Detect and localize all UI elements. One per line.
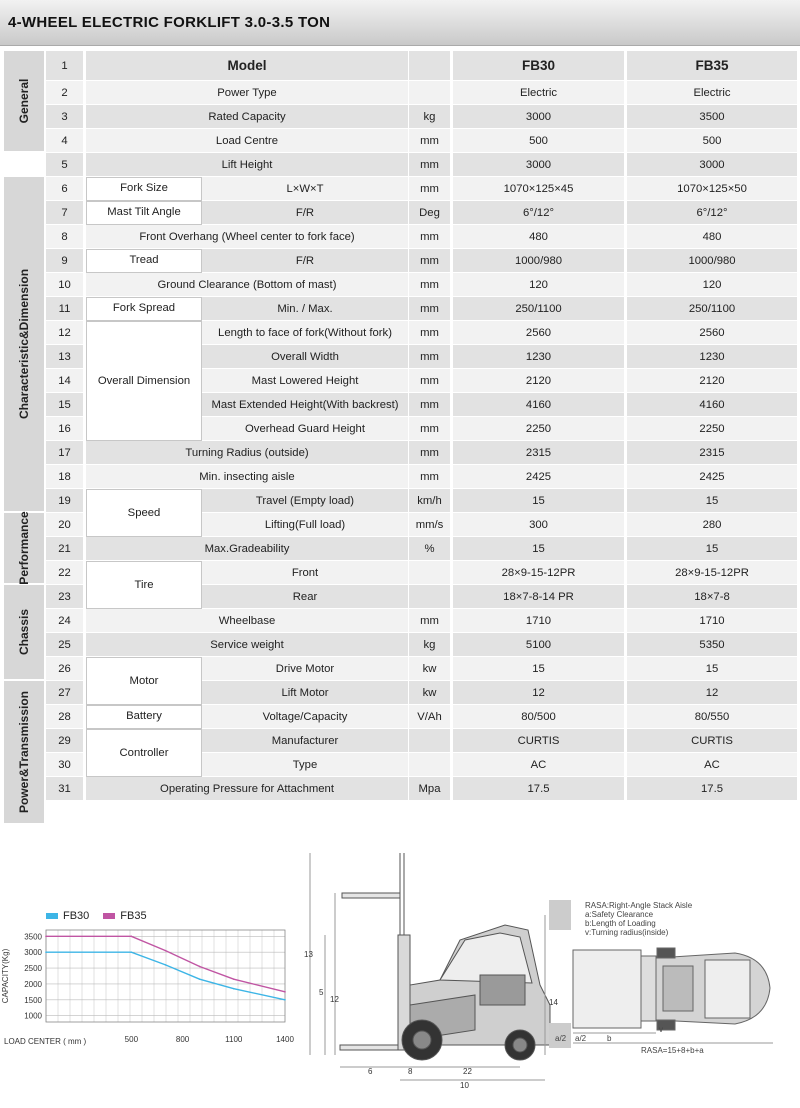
row-num: 3 [46, 105, 84, 129]
group-label: Speed [86, 489, 202, 537]
y-tick-label: 3500 [24, 932, 42, 942]
row-num: 24 [46, 609, 84, 633]
row-num: 20 [46, 513, 84, 537]
group-label: Battery [86, 705, 202, 729]
row-unit [409, 81, 451, 105]
section-label-text: Performance [17, 511, 31, 585]
forklift-side-view-drawing [300, 845, 562, 1090]
row-value-fb35: 17.5 [627, 777, 798, 801]
row-label: Length to face of fork(Without fork) [202, 321, 409, 345]
row-value-fb35: 15 [627, 489, 798, 513]
row-unit [409, 753, 451, 777]
data-point-fb35 [284, 991, 286, 993]
dim-8: 8 [408, 1067, 413, 1076]
x-tick-label: 500 [124, 1035, 139, 1044]
row-unit: mm/s [409, 513, 451, 537]
dim-5: 5 [319, 988, 324, 997]
row-label: Mast Extended Height(With backrest) [202, 393, 409, 417]
row-value-fb30: 250/1100 [453, 297, 625, 321]
y-tick-label: 2500 [24, 964, 42, 974]
row-label: Load Centre [86, 129, 409, 153]
row-value-fb30: 12 [453, 681, 625, 705]
row-value-fb35: 120 [627, 273, 798, 297]
row-num: 8 [46, 225, 84, 249]
row-unit: kw [409, 681, 451, 705]
row-unit: mm [409, 417, 451, 441]
row-label: Power Type [86, 81, 409, 105]
row-value-fb30: 1230 [453, 345, 625, 369]
row-value-fb35: 1000/980 [627, 249, 798, 273]
row-value-fb30: 480 [453, 225, 625, 249]
row-value-fb30: Electric [453, 81, 625, 105]
row-value-fb35: 500 [627, 129, 798, 153]
row-value-fb35: 2120 [627, 369, 798, 393]
row-label: Service weight [86, 633, 409, 657]
row-value-fb35: CURTIS [627, 729, 798, 753]
row-value-fb35: 12 [627, 681, 798, 705]
rasa-label-b: b [607, 1034, 612, 1043]
group-label: Tread [86, 249, 202, 273]
data-point-fb30 [233, 988, 235, 990]
group-label: Overall Dimension [86, 321, 202, 441]
row-unit: kw [409, 657, 451, 681]
row-num: 13 [46, 345, 84, 369]
x-tick-label: 1100 [225, 1035, 243, 1044]
row-value-fb30: 15 [453, 657, 625, 681]
row-label: Voltage/Capacity [202, 705, 409, 729]
dim-10: 10 [460, 1081, 469, 1090]
row-value-fb35: 18×7-8 [627, 585, 798, 609]
legend-swatch-fb35 [103, 913, 115, 919]
rasa-label-a-right: a/2 [555, 1034, 567, 1043]
rasa-line-1: RASA:Right-Angle Stack Aisle [585, 901, 693, 910]
row-value-fb35: 6°/12° [627, 201, 798, 225]
row-value-fb30: 1070×125×45 [453, 177, 625, 201]
row-value-fb30: 17.5 [453, 777, 625, 801]
row-label: Overhead Guard Height [202, 417, 409, 441]
row-value-fb35: Electric [627, 81, 798, 105]
row-num: 16 [46, 417, 84, 441]
row-num: 5 [46, 153, 84, 177]
row-unit: Deg [409, 201, 451, 225]
dim-6: 6 [368, 1067, 373, 1076]
row-value-fb35: 250/1100 [627, 297, 798, 321]
section-label [4, 513, 44, 585]
row-value-fb30: 2425 [453, 465, 625, 489]
row-label: L×W×T [202, 177, 409, 201]
row-value-fb30: 2560 [453, 321, 625, 345]
data-point-fb30 [284, 999, 286, 1001]
row-value-fb30: 28×9-15-12PR [453, 561, 625, 585]
group-label: Fork Size [86, 177, 202, 201]
rasa-line-4: v:Turning radius(inside) [585, 928, 669, 937]
row-unit: mm [409, 369, 451, 393]
row-value-fb30: 80/500 [453, 705, 625, 729]
header-unit [409, 51, 451, 81]
row-value-fb30: 120 [453, 273, 625, 297]
row-value-fb30: 300 [453, 513, 625, 537]
row-num: 31 [46, 777, 84, 801]
row-num: 9 [46, 249, 84, 273]
row-unit: kg [409, 105, 451, 129]
row-unit: Mpa [409, 777, 451, 801]
y-tick-label: 2000 [24, 979, 42, 989]
dim-12: 12 [330, 995, 339, 1004]
row-label: Lift Height [86, 153, 409, 177]
row-unit: V/Ah [409, 705, 451, 729]
section-label [4, 681, 44, 825]
row-unit: mm [409, 441, 451, 465]
y-axis-label: CAPACITY(Kg) [1, 948, 10, 1004]
row-unit: mm [409, 249, 451, 273]
rasa-label-v: v [659, 1025, 663, 1034]
row-num: 2 [46, 81, 84, 105]
data-point-fb35 [165, 950, 167, 952]
row-unit: mm [409, 465, 451, 489]
data-point-fb35 [131, 936, 133, 938]
section-label [4, 51, 44, 153]
row-unit: % [409, 537, 451, 561]
row-value-fb35: 2315 [627, 441, 798, 465]
row-unit [409, 585, 451, 609]
row-label: Travel (Empty load) [202, 489, 409, 513]
y-tick-label: 1500 [24, 995, 42, 1005]
row-num: 18 [46, 465, 84, 489]
row-value-fb30: 2315 [453, 441, 625, 465]
row-label: Max.Gradeability [86, 537, 409, 561]
row-value-fb30: CURTIS [453, 729, 625, 753]
row-label: Overall Width [202, 345, 409, 369]
row-label: Operating Pressure for Attachment [86, 777, 409, 801]
group-label: Fork Spread [86, 297, 202, 321]
row-num: 19 [46, 489, 84, 513]
row-label: Ground Clearance (Bottom of mast) [86, 273, 409, 297]
row-unit: mm [409, 177, 451, 201]
header-num: 1 [46, 51, 84, 81]
row-value-fb35: 1070×125×50 [627, 177, 798, 201]
row-num: 4 [46, 129, 84, 153]
row-num: 15 [46, 393, 84, 417]
row-value-fb35: 28×9-15-12PR [627, 561, 798, 585]
row-num: 30 [46, 753, 84, 777]
row-unit: mm [409, 153, 451, 177]
row-label: Min. insecting aisle [86, 465, 409, 489]
rasa-line-3: b:Length of Loading [585, 919, 656, 928]
row-label: Mast Lowered Height [202, 369, 409, 393]
dim-22: 22 [463, 1067, 472, 1076]
legend-label-fb30: FB30 [63, 910, 90, 922]
section-label [4, 585, 44, 681]
row-value-fb35: 3000 [627, 153, 798, 177]
row-num: 11 [46, 297, 84, 321]
x-axis-label: LOAD CENTER ( mm ) [4, 1037, 87, 1046]
row-value-fb30: 4160 [453, 393, 625, 417]
row-unit [409, 729, 451, 753]
row-value-fb30: AC [453, 753, 625, 777]
capacity-chart [0, 920, 300, 1060]
row-label: Drive Motor [202, 657, 409, 681]
data-point-fb30 [165, 964, 167, 966]
row-num: 27 [46, 681, 84, 705]
row-label: F/R [202, 201, 409, 225]
row-value-fb35: 1710 [627, 609, 798, 633]
row-label: Rear [202, 585, 409, 609]
row-value-fb30: 1710 [453, 609, 625, 633]
y-tick-label: 1000 [24, 1011, 42, 1021]
row-unit: mm [409, 297, 451, 321]
row-value-fb35: 5350 [627, 633, 798, 657]
group-label: Tire [86, 561, 202, 609]
row-value-fb30: 2250 [453, 417, 625, 441]
data-point-fb35 [45, 936, 47, 938]
row-num: 26 [46, 657, 84, 681]
section-label-text: General [17, 78, 31, 124]
row-unit: mm [409, 273, 451, 297]
group-label: Motor [86, 657, 202, 705]
row-value-fb30: 2120 [453, 369, 625, 393]
data-point-fb30 [131, 951, 133, 953]
section-label-text: Chassis [17, 608, 31, 656]
row-unit: kg [409, 633, 451, 657]
row-unit: mm [409, 129, 451, 153]
row-value-fb35: 2250 [627, 417, 798, 441]
row-unit: km/h [409, 489, 451, 513]
section-label [4, 177, 44, 513]
data-point-fb30 [199, 978, 201, 980]
row-label: F/R [202, 249, 409, 273]
row-num: 7 [46, 201, 84, 225]
row-num: 29 [46, 729, 84, 753]
x-tick-label: 800 [175, 1035, 190, 1044]
row-value-fb35: 1230 [627, 345, 798, 369]
data-point-fb35 [233, 978, 235, 980]
header-model-label: Model [86, 51, 409, 81]
row-value-fb35: 80/550 [627, 705, 798, 729]
y-tick-label: 3000 [24, 948, 42, 958]
row-value-fb30: 1000/980 [453, 249, 625, 273]
header-fb35: FB35 [627, 51, 798, 81]
row-label: Type [202, 753, 409, 777]
row-unit: mm [409, 345, 451, 369]
row-value-fb30: 15 [453, 537, 625, 561]
row-value-fb35: AC [627, 753, 798, 777]
row-value-fb35: 2425 [627, 465, 798, 489]
row-label: Front [202, 561, 409, 585]
row-unit: mm [409, 225, 451, 249]
row-value-fb35: 480 [627, 225, 798, 249]
group-label: Mast Tilt Angle [86, 201, 202, 225]
row-value-fb35: 2560 [627, 321, 798, 345]
row-unit: mm [409, 609, 451, 633]
row-value-fb30: 3000 [453, 105, 625, 129]
row-num: 14 [46, 369, 84, 393]
row-label: Front Overhang (Wheel center to fork face) [86, 225, 409, 249]
legend-swatch-fb30 [46, 913, 58, 919]
rasa-line-2: a:Safety Clearance [585, 910, 654, 919]
section-label-text: Power&Transmission [17, 690, 31, 814]
page-title: 4-WHEEL ELECTRIC FORKLIFT 3.0-3.5 TON [8, 14, 331, 31]
row-value-fb35: 280 [627, 513, 798, 537]
rasa-top-view-drawing [545, 898, 798, 1060]
row-unit [409, 561, 451, 585]
row-value-fb35: 3500 [627, 105, 798, 129]
header-fb30: FB30 [453, 51, 625, 81]
row-value-fb30: 500 [453, 129, 625, 153]
row-value-fb35: 15 [627, 657, 798, 681]
row-value-fb30: 3000 [453, 153, 625, 177]
legend-label-fb35: FB35 [120, 910, 147, 922]
dim-14: 14 [549, 998, 558, 1007]
data-point-fb30 [45, 951, 47, 953]
x-tick-label: 1400 [276, 1035, 294, 1044]
group-label: Controller [86, 729, 202, 777]
data-point-fb35 [199, 966, 201, 968]
rasa-formula: RASA=15+8+b+a [641, 1046, 704, 1055]
row-label: Lifting(Full load) [202, 513, 409, 537]
row-label: Wheelbase [86, 609, 409, 633]
row-label: Lift Motor [202, 681, 409, 705]
row-value-fb30: 18×7-8-14 PR [453, 585, 625, 609]
row-label: Manufacturer [202, 729, 409, 753]
row-value-fb30: 5100 [453, 633, 625, 657]
row-num: 10 [46, 273, 84, 297]
row-value-fb35: 4160 [627, 393, 798, 417]
row-num: 21 [46, 537, 84, 561]
row-value-fb30: 6°/12° [453, 201, 625, 225]
row-unit: mm [409, 393, 451, 417]
rasa-label-a-left: a/2 [575, 1034, 587, 1043]
row-label: Turning Radius (outside) [86, 441, 409, 465]
row-num: 17 [46, 441, 84, 465]
row-value-fb35: 15 [627, 537, 798, 561]
row-num: 12 [46, 321, 84, 345]
row-num: 22 [46, 561, 84, 585]
section-label-text: Characteristic&Dimension [17, 268, 31, 420]
row-value-fb30: 15 [453, 489, 625, 513]
row-num: 25 [46, 633, 84, 657]
row-num: 23 [46, 585, 84, 609]
title-bar [0, 0, 800, 46]
row-num: 28 [46, 705, 84, 729]
row-label: Rated Capacity [86, 105, 409, 129]
row-unit: mm [409, 321, 451, 345]
dim-13: 13 [304, 950, 313, 959]
row-label: Min. / Max. [202, 297, 409, 321]
row-num: 6 [46, 177, 84, 201]
